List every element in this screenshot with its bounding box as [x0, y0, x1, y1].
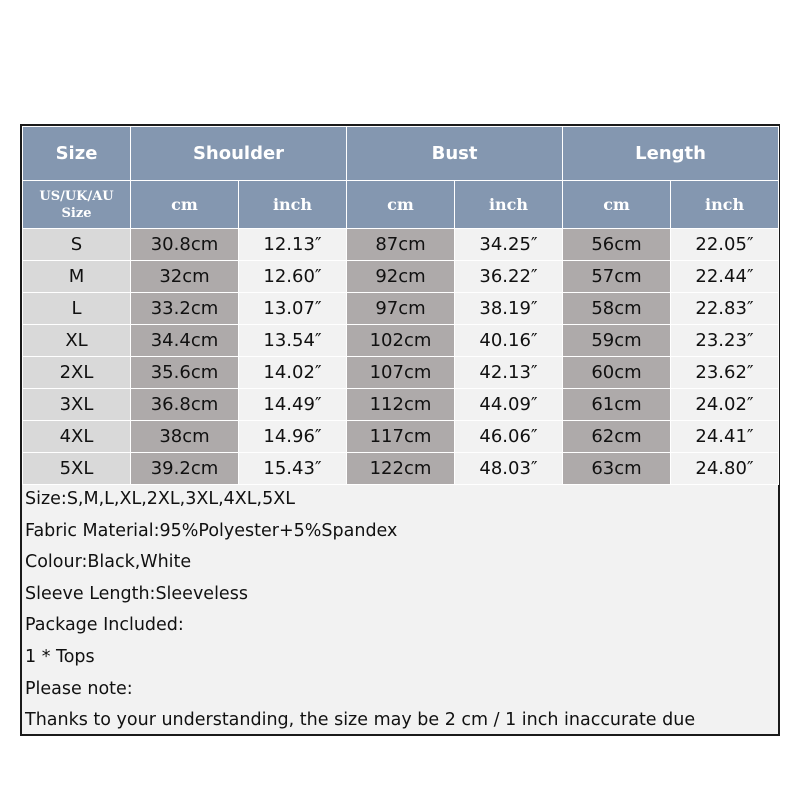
bust-inch-cell: 46.06″ — [455, 421, 563, 453]
size-cell: 5XL — [23, 453, 131, 485]
size-column-header: Size — [23, 127, 131, 181]
length-inch-cell: 24.41″ — [671, 421, 779, 453]
shoulder-inch-cell: 13.07″ — [239, 293, 347, 325]
table-row — [23, 421, 779, 453]
size-cell: M — [23, 261, 131, 293]
table-row — [23, 229, 779, 261]
note-sleeve: Sleeve Length:Sleeveless — [25, 583, 248, 604]
length-cm-cell: 60cm — [563, 357, 671, 389]
size-region-label: US/UK/AU — [39, 188, 114, 204]
group-header-row — [23, 127, 779, 181]
length-cm-cell: 62cm — [563, 421, 671, 453]
bust-cm-cell: 87cm — [347, 229, 455, 261]
note-colour: Colour:Black,White — [25, 552, 192, 573]
table-row — [23, 389, 779, 421]
shoulder-cm-cell: 30.8cm — [131, 229, 239, 261]
size-cell: L — [23, 293, 131, 325]
bust-inch-cell: 42.13″ — [455, 357, 563, 389]
table-row — [23, 293, 779, 325]
shoulder-cm-cell: 33.2cm — [131, 293, 239, 325]
shoulder-cm-cell: 38cm — [131, 421, 239, 453]
length-column-header: Length — [563, 127, 779, 181]
shoulder-cm-cell: 39.2cm — [131, 453, 239, 485]
bust-inch-cell: 48.03″ — [455, 453, 563, 485]
shoulder-cm-cell: 34.4cm — [131, 325, 239, 357]
bust-cm-cell: 107cm — [347, 357, 455, 389]
size-cell: S — [23, 229, 131, 261]
shoulder-inch-header: inch — [239, 181, 347, 229]
shoulder-cm-header: cm — [131, 181, 239, 229]
shoulder-column-header: Shoulder — [131, 127, 347, 181]
shoulder-inch-cell: 13.54″ — [239, 325, 347, 357]
length-inch-cell: 24.80″ — [671, 453, 779, 485]
size-cell: XL — [23, 325, 131, 357]
length-cm-cell: 58cm — [563, 293, 671, 325]
length-inch-header: inch — [671, 181, 779, 229]
length-cm-cell: 59cm — [563, 325, 671, 357]
bust-cm-cell: 102cm — [347, 325, 455, 357]
size-cell: 4XL — [23, 421, 131, 453]
shoulder-cm-cell: 36.8cm — [131, 389, 239, 421]
length-inch-cell: 22.05″ — [671, 229, 779, 261]
length-cm-cell: 61cm — [563, 389, 671, 421]
length-cm-cell: 57cm — [563, 261, 671, 293]
size-table — [22, 126, 779, 485]
bust-inch-cell: 34.25″ — [455, 229, 563, 261]
length-cm-cell: 56cm — [563, 229, 671, 261]
shoulder-inch-cell: 12.13″ — [239, 229, 347, 261]
bust-cm-cell: 97cm — [347, 293, 455, 325]
note-package-heading: Package Included: — [25, 615, 184, 636]
shoulder-inch-cell: 14.49″ — [239, 389, 347, 421]
bust-cm-header: cm — [347, 181, 455, 229]
unit-header-row — [23, 181, 779, 229]
size-cell: 2XL — [23, 357, 131, 389]
size-cell: 3XL — [23, 389, 131, 421]
shoulder-inch-cell: 15.43″ — [239, 453, 347, 485]
product-notes — [25, 484, 779, 737]
shoulder-inch-cell: 12.60″ — [239, 261, 347, 293]
bust-inch-cell: 36.22″ — [455, 261, 563, 293]
size-region-sublabel: Size — [61, 205, 92, 221]
size-region-header — [23, 181, 131, 229]
shoulder-cm-cell: 32cm — [131, 261, 239, 293]
length-cm-header: cm — [563, 181, 671, 229]
size-chart — [20, 124, 780, 736]
table-row — [23, 453, 779, 485]
table-row — [23, 325, 779, 357]
length-inch-cell: 22.83″ — [671, 293, 779, 325]
bust-cm-cell: 112cm — [347, 389, 455, 421]
bust-column-header: Bust — [347, 127, 563, 181]
length-inch-cell: 22.44″ — [671, 261, 779, 293]
length-inch-cell: 23.23″ — [671, 325, 779, 357]
table-row — [23, 357, 779, 389]
note-fabric: Fabric Material:95%Polyester+5%Spandex — [25, 520, 398, 541]
bust-inch-cell: 40.16″ — [455, 325, 563, 357]
shoulder-cm-cell: 35.6cm — [131, 357, 239, 389]
bust-inch-cell: 44.09″ — [455, 389, 563, 421]
note-please-note: Please note: — [25, 678, 133, 699]
bust-cm-cell: 92cm — [347, 261, 455, 293]
shoulder-inch-cell: 14.02″ — [239, 357, 347, 389]
note-sizes: Size:S,M,L,XL,2XL,3XL,4XL,5XL — [25, 489, 295, 509]
bust-cm-cell: 122cm — [347, 453, 455, 485]
bust-inch-cell: 38.19″ — [455, 293, 563, 325]
shoulder-inch-cell: 14.96″ — [239, 421, 347, 453]
bust-cm-cell: 117cm — [347, 421, 455, 453]
length-cm-cell: 63cm — [563, 453, 671, 485]
bust-inch-header: inch — [455, 181, 563, 229]
table-row — [23, 261, 779, 293]
note-accuracy-disclaimer: Thanks to your understanding, the size may be 2 cm / 1 inch inaccurate due — [25, 710, 696, 731]
length-inch-cell: 23.62″ — [671, 357, 779, 389]
note-package-contents: 1 * Tops — [25, 646, 95, 667]
length-inch-cell: 24.02″ — [671, 389, 779, 421]
